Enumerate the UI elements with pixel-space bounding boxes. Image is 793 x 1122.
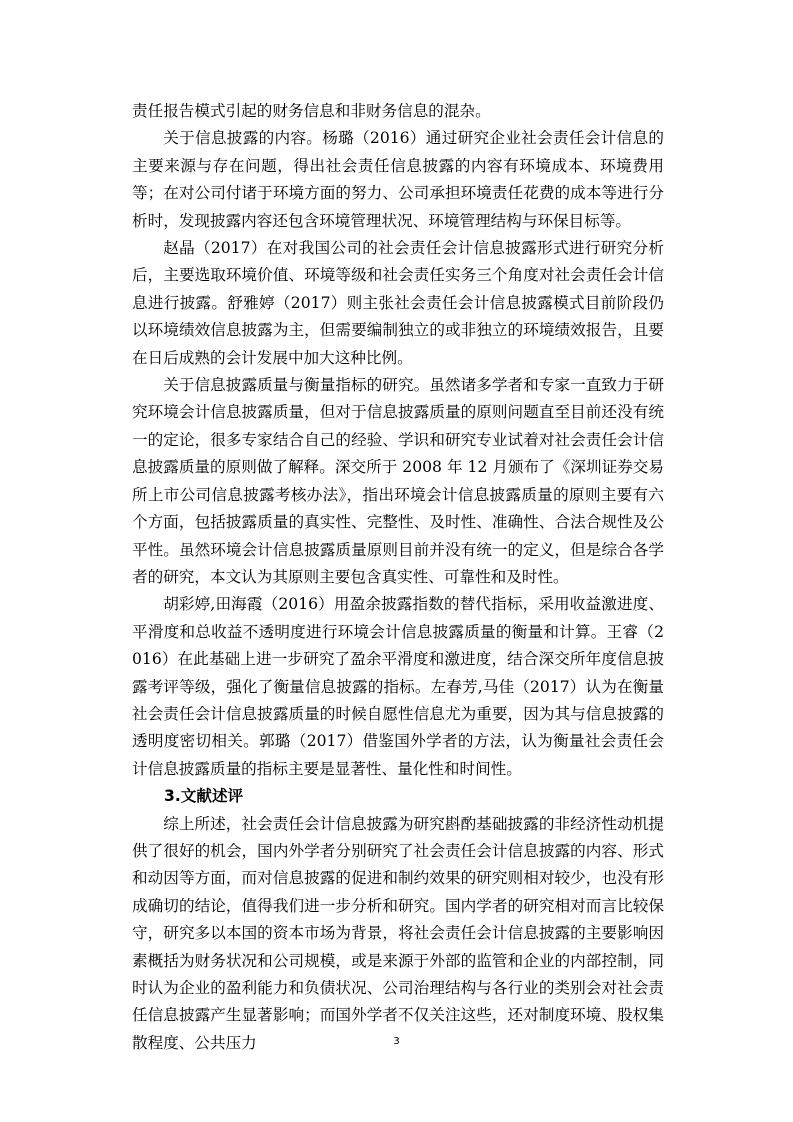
paragraph-disclosure-content: 关于信息披露的内容。杨璐（2016）通过研究企业社会责任会计信息的主要来源与存在问题，得出社会责任信息披露的内容有环境成本、环境费用等；在对公司付诸于环境方面的努力、公司承担环境责任花费的成本等进行分析时，发现披露内容还包含环境管理状况、环境管理结构与环保目标等。 [132, 129, 664, 230]
paragraph-quality-indicators: 胡彩婷,田海霞（2016）用盈余披露指数的替代指标，采用收益激进度、平滑度和总收益不透明度进行环境会计信息披露质量的衡量和计算。王睿（2016）在此基础上进一步研究了盈余平滑度和激进度，结合深交所年度信息披露考评等级，强化了衡量信息披露的指标。左春芳,马佳（2017）认为在衡量社会责任会计信息披露质量的时候自愿性信息尤为重要，因为其与信息披露的透明度密切相关。郭璐（2017）借鉴国外学者的方法，认为衡量社会责任会计信息披露质量的指标主要是显著性、量化性和时间性。 [132, 595, 664, 778]
paragraph-disclosure-quality: 关于信息披露质量与衡量指标的研究。虽然诸多学者和专家一直致力于研究环境会计信息披露质量，但对于信息披露质量的原则问题直至目前还没有统一的定论，很多专家结合自己的经验、学识和研究专业试着对社会责任会计信息披露质量的原则做了解释。深交所于 2008 年 12 月颁布了《深圳证券交易所上市公司信息披露考核办法》，指出环境会计信息披露质量的原则主要有六个方面，包括披露质量的真实性、完整性、及时性、准确性、合法合规性及公平性。虽然环境会计信息披露质量原则目前并没有统一的定义，但是综合各学者的研究，本文认为其原则主要包含真实性、可靠性和及时性。 [132, 376, 664, 586]
paragraph-disclosure-form: 赵晶（2017）在对我国公司的社会责任会计信息披露形式进行研究分析后，主要选取环境价值、环境等级和社会责任实务三个角度对社会责任会计信息进行披露。舒雅婷（2017）则主张社会责任会计信息披露模式目前阶段仍以环境绩效信息披露为主，但需要编制独立的或非独立的环境绩效报告，且要在日后成熟的会计发展中加大这种比例。 [132, 239, 664, 367]
section-heading: 3.文献述评 [164, 787, 244, 806]
paragraph-continuation: 责任报告模式引起的财务信息和非财务信息的混杂。 [132, 102, 491, 120]
document-body [132, 98, 664, 1057]
page-number: 3 [393, 1036, 400, 1047]
paragraph-literature-review: 综上所述，社会责任会计信息披露为研究斟酌基础披露的非经济性动机提供了很好的机会，国内外学者分别研究了社会责任会计信息披露的内容、形式和动因等方面，而对信息披露的促进和制约效果的研究则相对较少，也没有形成确切的结论，值得我们进一步分析和研究。国内学者的研究相对而言比较保守，研究多以本国的资本市场为背景，将社会责任会计信息披露的主要影响因素概括为财务状况和公司规模，或是来源于外部的监管和企业的内部控制，同时认为企业的盈利能力和负债状况、公司治理结构与各行业的类别会对社会责任信息披露产生显著影响；而国外学者不仅关注这些，还对制度环境、股权集散程度、公共压力 [132, 814, 664, 1052]
